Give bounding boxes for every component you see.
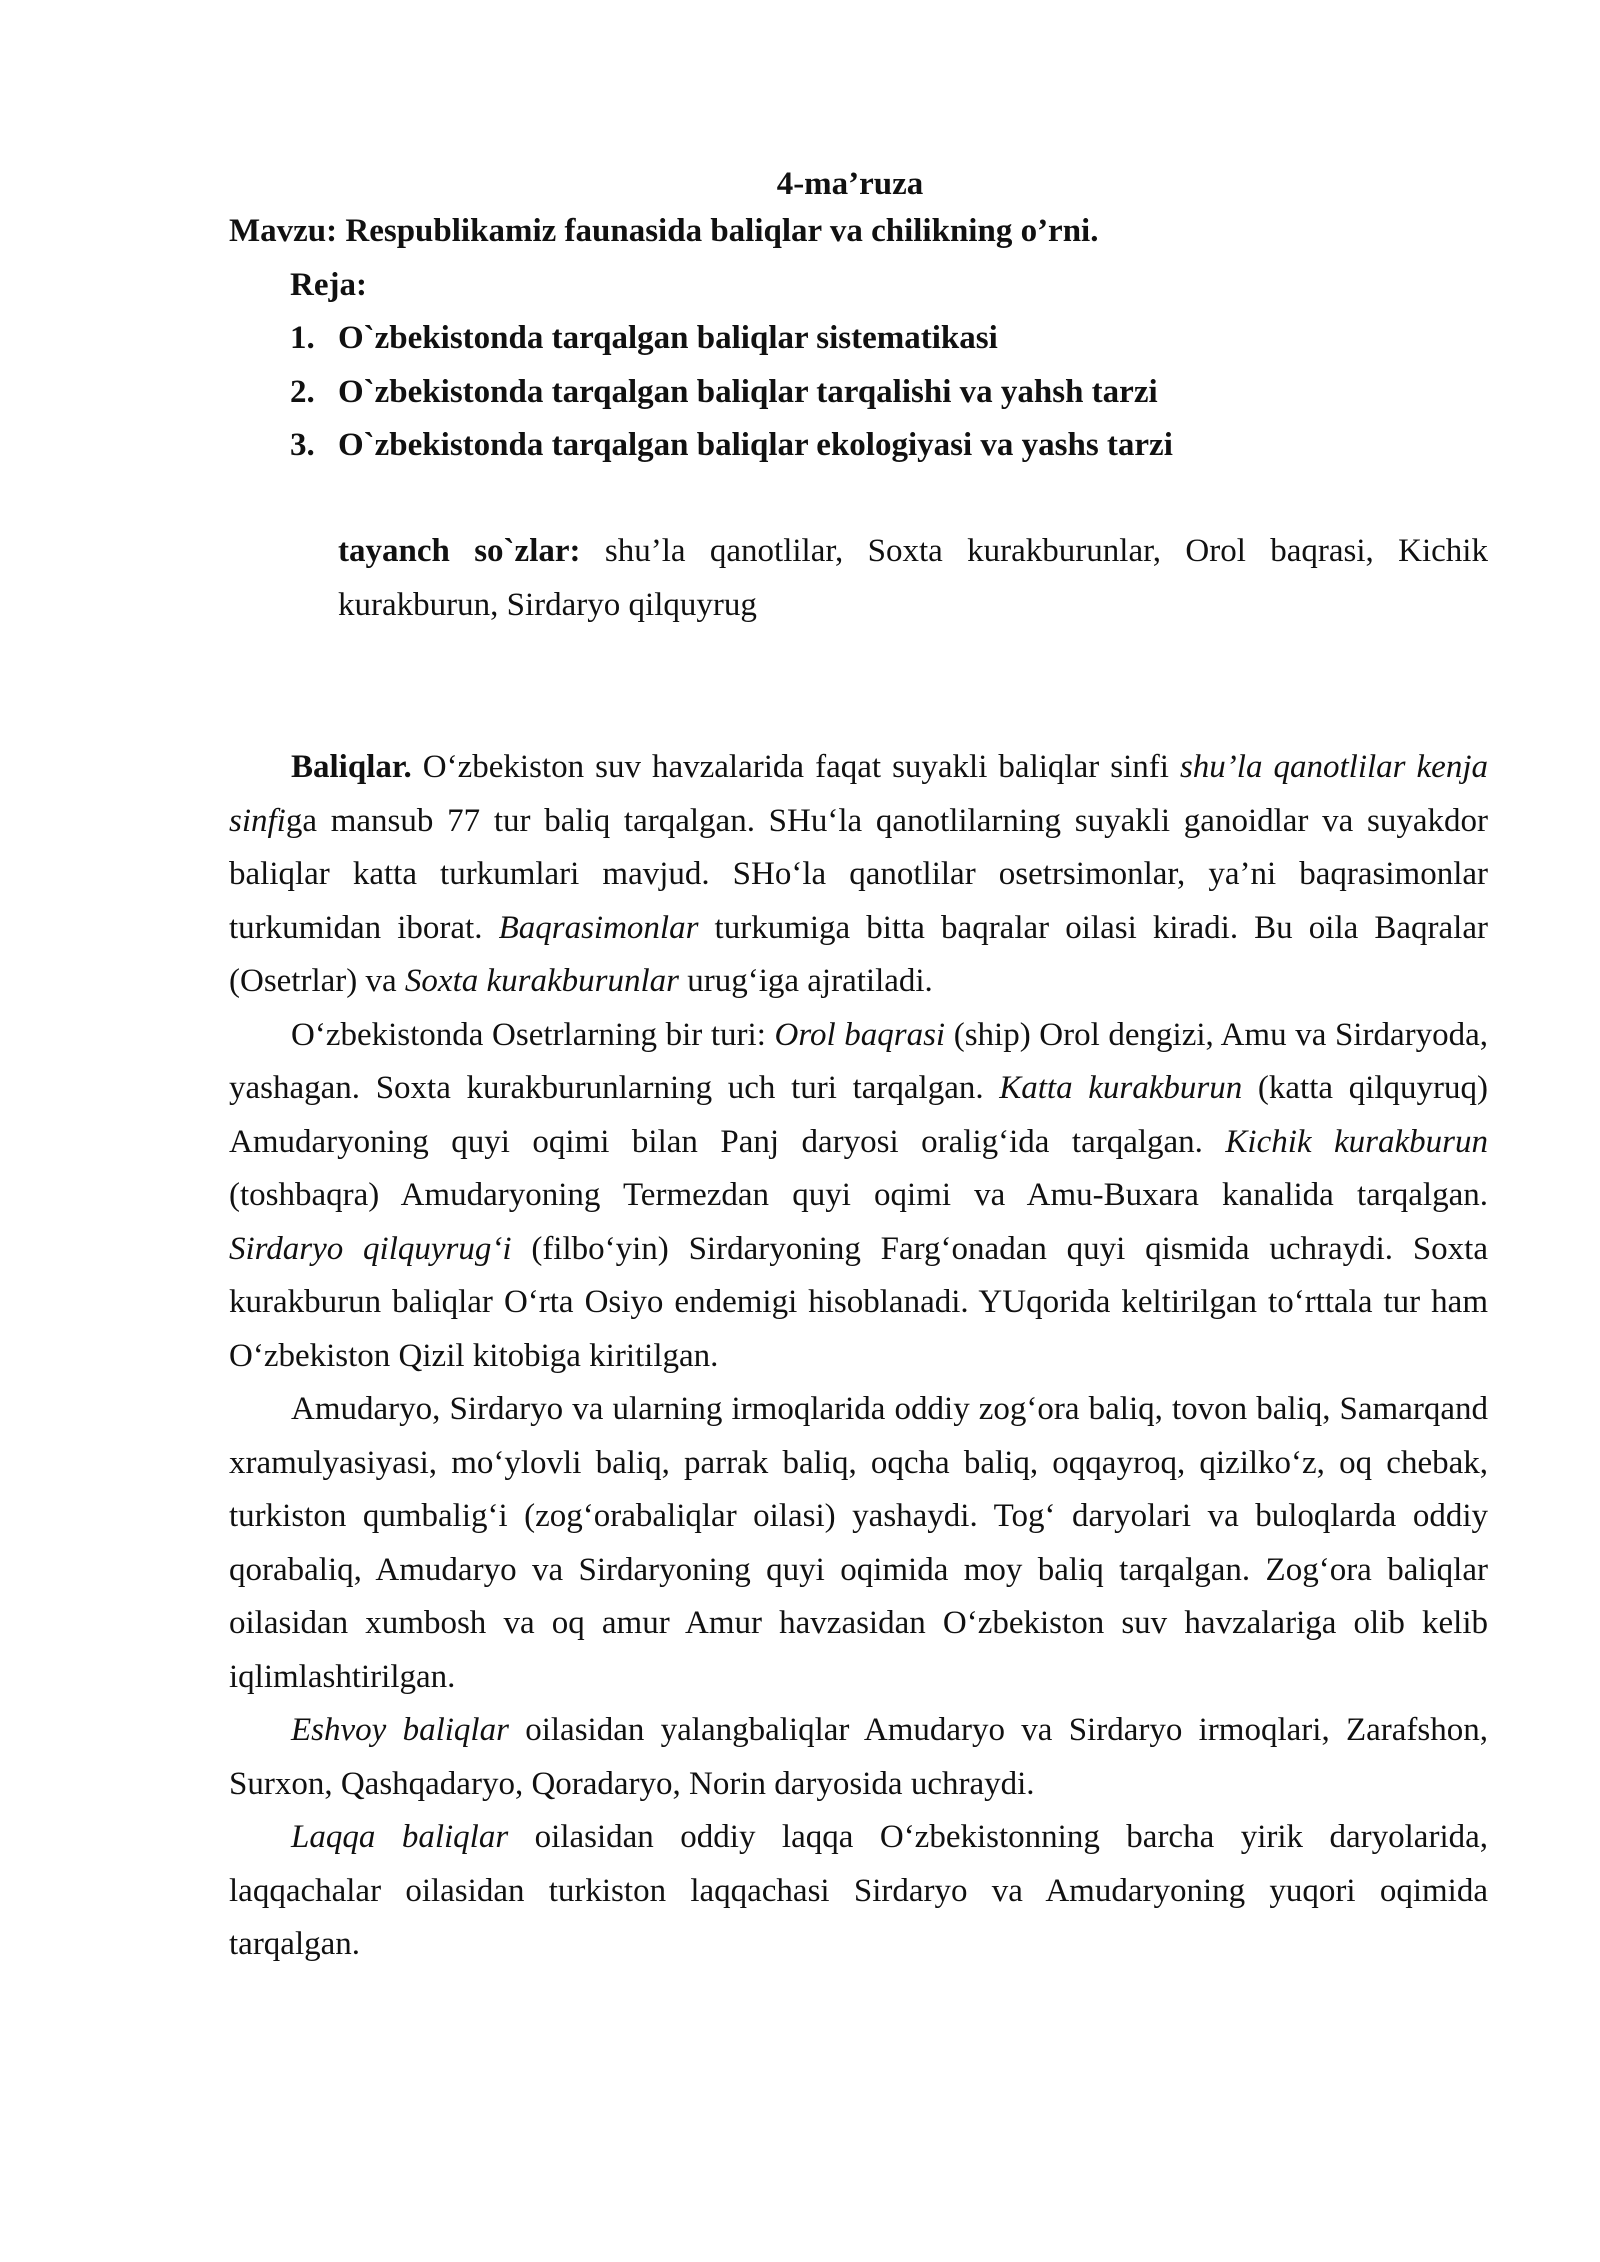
plan-list [290,312,1173,473]
paragraph-carps [229,1383,1488,1704]
keywords-text: shu’la qanotlilar, Soxta kurakburunlar, Orol baqrasi, Kichik kurakburun, Sirdaryo qilquyrug [338,533,1488,623]
paragraph-text: oilasidan yalangbaliqlar Amudaryo va Sirdaryo irmoqlari, Zarafshon, Surxon, Qashqadaryo, Qoradaryo, Norin daryosida uchraydi. [229,1712,1488,1802]
plan-item-text: O`zbekistonda tarqalgan baliqlar tarqalishi va yahsh tarzi [338,373,1158,410]
paragraph-text: (katta qilquyruq) Amudaryoning quyi oqimi bilan Panj daryosi oralig‘ida tarqalgan. [229,1070,1489,1160]
italic-term: Kichik kurakburun [1225,1123,1489,1160]
paragraph-lead: Baliqlar. [291,749,412,785]
paragraph-text: (toshbaqra) Amudaryoning Termezdan quyi oqimi va Amu-Buxara kanalida tarqalgan. [229,1177,1488,1213]
italic-term: Katta kurakburun [999,1070,1243,1106]
italic-term: Orol baqrasi [774,1016,946,1053]
keywords-block [338,525,1488,632]
plan-item-text: O`zbekistonda tarqalgan baliqlar ekologiyasi va yashs tarzi [338,427,1173,463]
paragraph-text: turkumiga bitta baqralar oilasi kiradi. Bu oila Baqralar (Osetrlar) va [229,909,1488,999]
lecture-title: 4-ma’ruza [776,166,924,202]
italic-term: Laqqa baliqlar [291,1819,509,1855]
plan-item-number: 1. [290,320,315,356]
paragraph-text: (filbo‘yin) Sirdaryoning Farg‘onadan quyi qismida uchraydi. Soxta kurakburun baliqlar O‘rta Osiyo endemigi hisoblanadi. YUqorida keltirilgan to‘rttala tur ham O‘zbekiston Qizil kitobiga kiritilgan. [229,1230,1488,1374]
paragraph-fish-classes [229,741,1488,1009]
paragraph-loaches [229,1704,1488,1811]
paragraph-text: O‘zbekistonda Osetrlarning bir turi: [291,1016,775,1053]
plan-item-number: 3. [290,427,315,463]
italic-term: Eshvoy baliqlar [291,1712,509,1748]
paragraph-text: ga mansub 77 tur baliq tarqalgan. SHu‘la qanotlilarning suyakli ganoidlar va suyakdor baliqlar katta turkumlari mavjud. SHo‘la qanotlilar osetrsimonlar, ya’ni baqrasimonlar turkumidan iborat. [229,802,1488,946]
italic-term: Soxta kurakburunlar [404,963,679,999]
paragraph-text: urug‘iga ajratiladi. [678,963,933,999]
topic-heading: Mavzu: Respublikamiz faunasida baliqlar va chilikning o’rni. [229,213,1099,249]
paragraph-catfish [229,1811,1488,1972]
plan-item-number: 2. [290,373,315,410]
paragraph-text: Amudaryo, Sirdaryo va ularning irmoqlarida oddiy zog‘ora baliq, tovon baliq, Samarqand xramulyasiyasi, mo‘ylovli baliq, parrak baliq, oqcha baliq, oqqayroq, qizilko‘z, oq chebak, turkiston qumbalig‘i (zog‘orabaliqlar oilasi) yashaydi. Tog‘ daryolari va buloqlarda oddiy qorabaliq, Amudaryo va Sirdaryoning quyi oqimida moy baliq tarqalgan. Zog‘ora baliqlar oilasidan xumbosh va oq amur Amur havzasidan O‘zbekiston suv havzalariga olib kelib iqlimlashtirilgan. [229,1391,1488,1695]
plan-item [290,312,1173,366]
italic-term: shu’la qanotlilar kenja sinfi [229,749,1488,839]
keywords-label: tayanch so`zlar: [338,533,581,569]
plan-label: Reja: [290,267,367,303]
italic-term: Baqrasimonlar [498,909,699,946]
paragraph-text: (ship) Orol dengizi, Amu va Sirdaryoda, yashagan. Soxta kurakburunlarning uch turi tarqalgan. [229,1016,1488,1106]
body-text [229,741,1488,1972]
italic-term: Sirdaryo qilquyrug‘i [229,1230,512,1267]
paragraph-text: O‘zbekiston suv havzalarida faqat suyakli baliqlar sinfi [411,749,1180,785]
plan-item [290,366,1173,420]
paragraph-text: oilasidan oddiy laqqa O‘zbekistonning barcha yirik daryolarida, laqqachalar oilasidan turkiston laqqachasi Sirdaryo va Amudaryoning yuqori oqimida tarqalgan. [229,1819,1489,1962]
plan-item [290,419,1173,473]
plan-item-text: O`zbekistonda tarqalgan baliqlar sistematikasi [338,320,998,356]
paragraph-sturgeons [229,1009,1488,1384]
